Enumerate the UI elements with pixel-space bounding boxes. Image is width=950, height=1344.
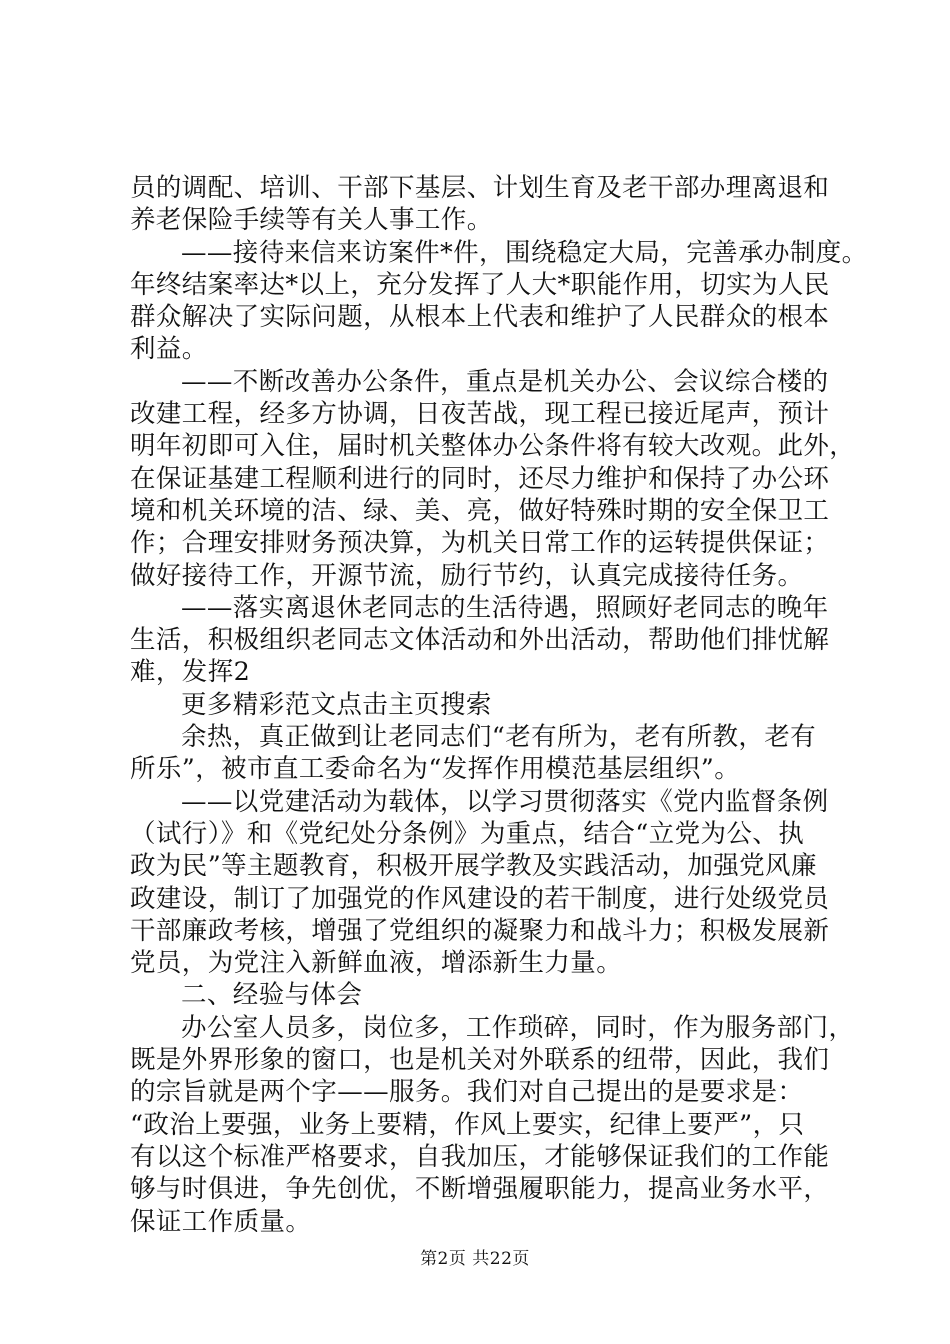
text-line: 在保证基建工程顺利进行的同时，还尽力维护和保持了办公环	[130, 463, 830, 494]
text-line: 养老保险手续等有关人事工作。	[130, 205, 493, 236]
text-line: 更多精彩范文点击主页搜索	[181, 689, 492, 720]
text-line: （试行）》和《党纪处分条例》为重点，结合“立党为公、执	[130, 818, 805, 849]
text-line: 境和机关环境的洁、绿、美、亮，做好特殊时期的安全保卫工	[130, 495, 830, 526]
text-line: 党员，为党注入新鲜血液，增添新生力量。	[130, 948, 623, 979]
text-line: 政为民”等主题教育，积极开展学教及实践活动，加强党风廉	[130, 851, 817, 882]
text-line: 干部廉政考核，增强了党组织的凝聚力和战斗力；积极发展新	[130, 915, 830, 946]
text-line: 既是外界形象的窗口，也是机关对外联系的纽带，因此，我们	[130, 1045, 830, 1076]
text-line: 难，发挥2	[130, 657, 251, 688]
text-line: 够与时俱进，争先创优，不断增强履职能力，提高业务水平，	[130, 1174, 830, 1205]
text-line: ——不断改善办公条件，重点是机关办公、会议综合楼的	[181, 366, 829, 397]
text-line: 作；合理安排财务预决算，为机关日常工作的运转提供保证；	[130, 528, 830, 559]
text-line: ——接待来信来访案件*件，围绕稳定大局，完善承办制度。	[181, 237, 868, 268]
text-line: 的宗旨就是两个字——服务。我们对自己提出的是要求是：	[130, 1077, 804, 1108]
text-line: 政建设，制订了加强党的作风建设的若干制度，进行处级党员	[130, 883, 830, 914]
text-line: 生活，积极组织老同志文体活动和外出活动，帮助他们排忧解	[130, 625, 830, 656]
text-line: 所乐”，被市直工委命名为“发挥作用模范基层组织”。	[130, 754, 741, 785]
text-line: 群众解决了实际问题，从根本上代表和维护了人民群众的根本	[130, 302, 830, 333]
document-body	[130, 172, 868, 1238]
text-line: 做好接待工作，开源节流，励行节约，认真完成接待任务。	[130, 560, 804, 591]
text-line: 改建工程，经多方协调，日夜苦战，现工程已接近尾声，预计	[130, 399, 830, 430]
text-line: 员的调配、培训、干部下基层、计划生育及老干部办理离退和	[130, 173, 830, 203]
text-line: 有以这个标准严格要求，自我加压，才能够保证我们的工作能	[130, 1141, 830, 1172]
text-line: 利益。	[130, 334, 208, 365]
text-line: 二、经验与体会	[181, 980, 363, 1011]
page-footer: 第2页 共22页	[420, 1249, 530, 1269]
text-line: 明年初即可入住，届时机关整体办公条件将有较大改观。此外，	[130, 431, 856, 462]
text-line: 余热，真正做到让老同志们“老有所为，老有所教，老有	[181, 722, 817, 753]
text-line: 年终结案率达*以上，充分发挥了人大*职能作用，切实为人民	[130, 269, 830, 300]
text-line: ——落实离退休老同志的生活待遇，照顾好老同志的晚年	[181, 592, 829, 623]
text-line: ——以党建活动为载体，以学习贯彻落实《党内监督条例	[181, 786, 829, 817]
text-line: 保证工作质量。	[130, 1206, 312, 1237]
text-line: 办公室人员多，岗位多，工作琐碎，同时，作为服务部门，	[181, 1012, 855, 1043]
text-line: “政治上要强，业务上要精，作风上要实，纪律上要严”，只	[130, 1109, 805, 1140]
